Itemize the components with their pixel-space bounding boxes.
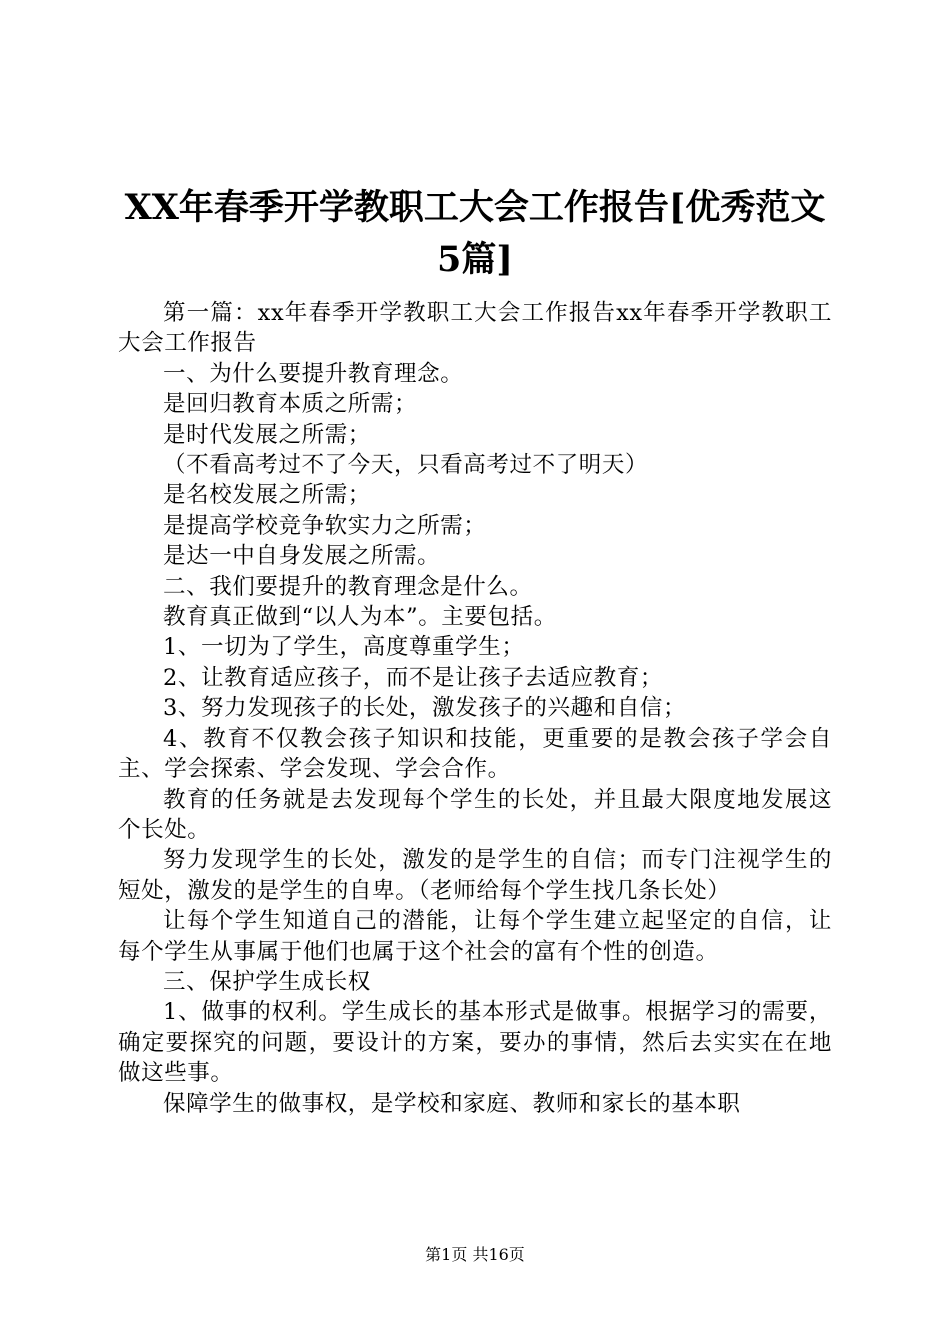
paragraph: 4、教育不仅教会孩子知识和技能，更重要的是教会孩子学会自主、学会探索、学会发现、学会合作。	[118, 725, 832, 783]
paragraph: 第一篇：xx年春季开学教职工大会工作报告xx年春季开学教职工大会工作报告	[118, 300, 832, 357]
paragraph: 教育真正做到“以人为本”。主要包括。	[163, 604, 557, 631]
paragraph: 是时代发展之所需；	[163, 421, 371, 448]
paragraph: 是提高学校竞争软实力之所需；	[163, 512, 487, 539]
paragraph: 是名校发展之所需；	[163, 482, 371, 509]
document-body	[118, 298, 832, 1119]
paragraph: 是达一中自身发展之所需。	[163, 543, 441, 570]
paragraph: 1、一切为了学生，高度尊重学生；	[163, 634, 525, 661]
document-title: XX年春季开学教职工大会工作报告[优秀范文5篇]	[124, 187, 826, 280]
paragraph: 一、为什么要提升教育理念。	[163, 360, 464, 387]
paragraph: （不看高考过不了今天，只看高考过不了明天）	[163, 452, 649, 479]
paragraph: 三、保护学生成长权	[163, 968, 371, 995]
paragraph: 二、我们要提升的教育理念是什么。	[163, 573, 533, 600]
paragraph: 努力发现学生的长处，激发的是学生的自信；而专门注视学生的短处，激发的是学生的自卑。（老师给每个学生找几条长处）	[118, 847, 832, 904]
paragraph: 让每个学生知道自己的潜能，让每个学生建立起坚定的自信，让每个学生从事属于他们也属于这个社会的富有个性的创造。	[118, 908, 832, 965]
paragraph: 1、做事的权利。学生成长的基本形式是做事。根据学习的需要，确定要探究的问题，要设计的方案，要办的事情，然后去实实在在地做这些事。	[118, 999, 832, 1087]
paragraph: 3、努力发现孩子的长处，激发孩子的兴趣和自信；	[163, 695, 687, 722]
page-footer: 第1页 共16页	[425, 1245, 525, 1264]
paragraph: 教育的任务就是去发现每个学生的长处，并且最大限度地发展这个长处。	[118, 786, 832, 843]
paragraph: 保障学生的做事权，是学校和家庭、教师和家长的基本职	[163, 1090, 741, 1117]
paragraph: 是回归教育本质之所需；	[163, 391, 418, 418]
paragraph: 2、让教育适应孩子，而不是让孩子去适应教育；	[163, 664, 664, 691]
